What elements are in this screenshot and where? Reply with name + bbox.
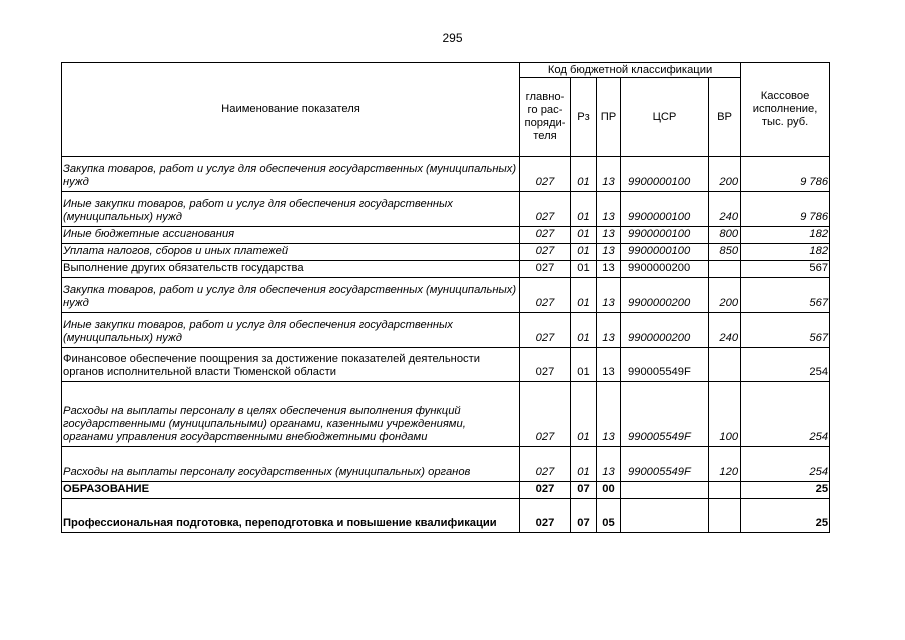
row-vr-code (709, 482, 741, 499)
row-name: Расходы на выплаты персоналу государственных (муниципальных) органов (62, 447, 520, 482)
row-glavny-code: 027 (520, 382, 571, 447)
row-rz-code: 01 (571, 261, 597, 278)
row-name: Расходы на выплаты персоналу в целях обеспечения выполнения функций государственными (муниципальными) органами, казенными учреждениями, органами управления государственными внебюджетными фондами (62, 382, 520, 447)
row-vr-code: 800 (709, 227, 741, 244)
row-amount: 9 786 (741, 192, 830, 227)
row-csr-code: 990005549F (621, 447, 709, 482)
row-pr-code: 13 (597, 227, 621, 244)
table-row (62, 278, 830, 313)
row-pr-code: 13 (597, 313, 621, 348)
row-vr-code: 100 (709, 382, 741, 447)
row-amount: 9 786 (741, 157, 830, 192)
row-amount: 254 (741, 348, 830, 382)
row-rz-code: 01 (571, 348, 597, 382)
row-csr-code: 9900000200 (621, 261, 709, 278)
row-vr-code: 240 (709, 192, 741, 227)
column-header-csr: ЦСР (621, 78, 709, 157)
row-pr-code: 13 (597, 382, 621, 447)
row-vr-code (709, 499, 741, 533)
row-csr-code: 9900000100 (621, 192, 709, 227)
row-csr-code: 9900000100 (621, 244, 709, 261)
row-amount: 254 (741, 447, 830, 482)
row-amount: 567 (741, 313, 830, 348)
row-rz-code: 07 (571, 482, 597, 499)
table-row (62, 157, 830, 192)
table-row (62, 192, 830, 227)
row-csr-code: 990005549F (621, 382, 709, 447)
row-rz-code: 01 (571, 313, 597, 348)
column-header-name: Наименование показателя (62, 63, 520, 157)
row-glavny-code: 027 (520, 482, 571, 499)
table-row (62, 447, 830, 482)
table-row (62, 382, 830, 447)
row-vr-code: 240 (709, 313, 741, 348)
table-row (62, 499, 830, 533)
row-pr-code: 00 (597, 482, 621, 499)
row-vr-code: 200 (709, 157, 741, 192)
column-header-vr: ВР (709, 78, 741, 157)
row-name: Иные бюджетные ассигнования (62, 227, 520, 244)
row-glavny-code: 027 (520, 157, 571, 192)
row-pr-code: 13 (597, 192, 621, 227)
row-rz-code: 01 (571, 382, 597, 447)
row-rz-code: 01 (571, 192, 597, 227)
row-rz-code: 07 (571, 499, 597, 533)
row-rz-code: 01 (571, 447, 597, 482)
table-row (62, 244, 830, 261)
row-glavny-code: 027 (520, 447, 571, 482)
page-number: 295 (442, 31, 463, 45)
row-csr-code: 9900000200 (621, 278, 709, 313)
row-name: Профессиональная подготовка, переподготовка и повышение квалификации (62, 499, 520, 533)
row-amount: 182 (741, 244, 830, 261)
row-csr-code: 9900000100 (621, 227, 709, 244)
budget-table (61, 62, 830, 533)
row-amount: 567 (741, 261, 830, 278)
row-pr-code: 13 (597, 278, 621, 313)
table-row (62, 261, 830, 278)
row-pr-code: 13 (597, 244, 621, 261)
row-vr-code: 120 (709, 447, 741, 482)
column-header-rz: Рз (571, 78, 597, 157)
column-header-amount: Кассовое исполнение, тыс. руб. (741, 63, 830, 157)
row-name: Иные закупки товаров, работ и услуг для обеспечения государственных (муниципальных) нужд (62, 192, 520, 227)
row-rz-code: 01 (571, 278, 597, 313)
row-name: Выполнение других обязательств государства (62, 261, 520, 278)
row-glavny-code: 027 (520, 499, 571, 533)
row-pr-code: 13 (597, 447, 621, 482)
row-amount: 25 (741, 482, 830, 499)
row-name: Иные закупки товаров, работ и услуг для обеспечения государственных (муниципальных) нужд (62, 313, 520, 348)
column-header-glavny: главно-го рас-поряди-теля (520, 78, 571, 157)
table-row (62, 313, 830, 348)
row-pr-code: 13 (597, 348, 621, 382)
table-row (62, 227, 830, 244)
row-amount: 182 (741, 227, 830, 244)
row-name: Уплата налогов, сборов и иных платежей (62, 244, 520, 261)
row-rz-code: 01 (571, 157, 597, 192)
row-glavny-code: 027 (520, 313, 571, 348)
row-vr-code (709, 348, 741, 382)
row-amount: 25 (741, 499, 830, 533)
table-row (62, 482, 830, 499)
row-pr-code: 13 (597, 261, 621, 278)
row-vr-code: 200 (709, 278, 741, 313)
row-name: Финансовое обеспечение поощрения за достижение показателей деятельности органов исполнительной власти Тюменской области (62, 348, 520, 382)
row-vr-code (709, 261, 741, 278)
row-csr-code: 9900000200 (621, 313, 709, 348)
row-glavny-code: 027 (520, 192, 571, 227)
row-amount: 254 (741, 382, 830, 447)
table-row (62, 348, 830, 382)
column-group-header: Код бюджетной классификации (520, 63, 741, 78)
row-rz-code: 01 (571, 244, 597, 261)
column-header-pr: ПР (597, 78, 621, 157)
row-amount: 567 (741, 278, 830, 313)
row-pr-code: 05 (597, 499, 621, 533)
row-name: Закупка товаров, работ и услуг для обеспечения государственных (муниципальных) нужд (62, 157, 520, 192)
row-name: ОБРАЗОВАНИЕ (62, 482, 520, 499)
row-rz-code: 01 (571, 227, 597, 244)
row-glavny-code: 027 (520, 348, 571, 382)
row-name: Закупка товаров, работ и услуг для обеспечения государственных (муниципальных) нужд (62, 278, 520, 313)
row-csr-code (621, 499, 709, 533)
row-glavny-code: 027 (520, 244, 571, 261)
row-vr-code: 850 (709, 244, 741, 261)
row-csr-code: 990005549F (621, 348, 709, 382)
row-csr-code: 9900000100 (621, 157, 709, 192)
row-glavny-code: 027 (520, 261, 571, 278)
row-glavny-code: 027 (520, 278, 571, 313)
row-glavny-code: 027 (520, 227, 571, 244)
row-csr-code (621, 482, 709, 499)
row-pr-code: 13 (597, 157, 621, 192)
